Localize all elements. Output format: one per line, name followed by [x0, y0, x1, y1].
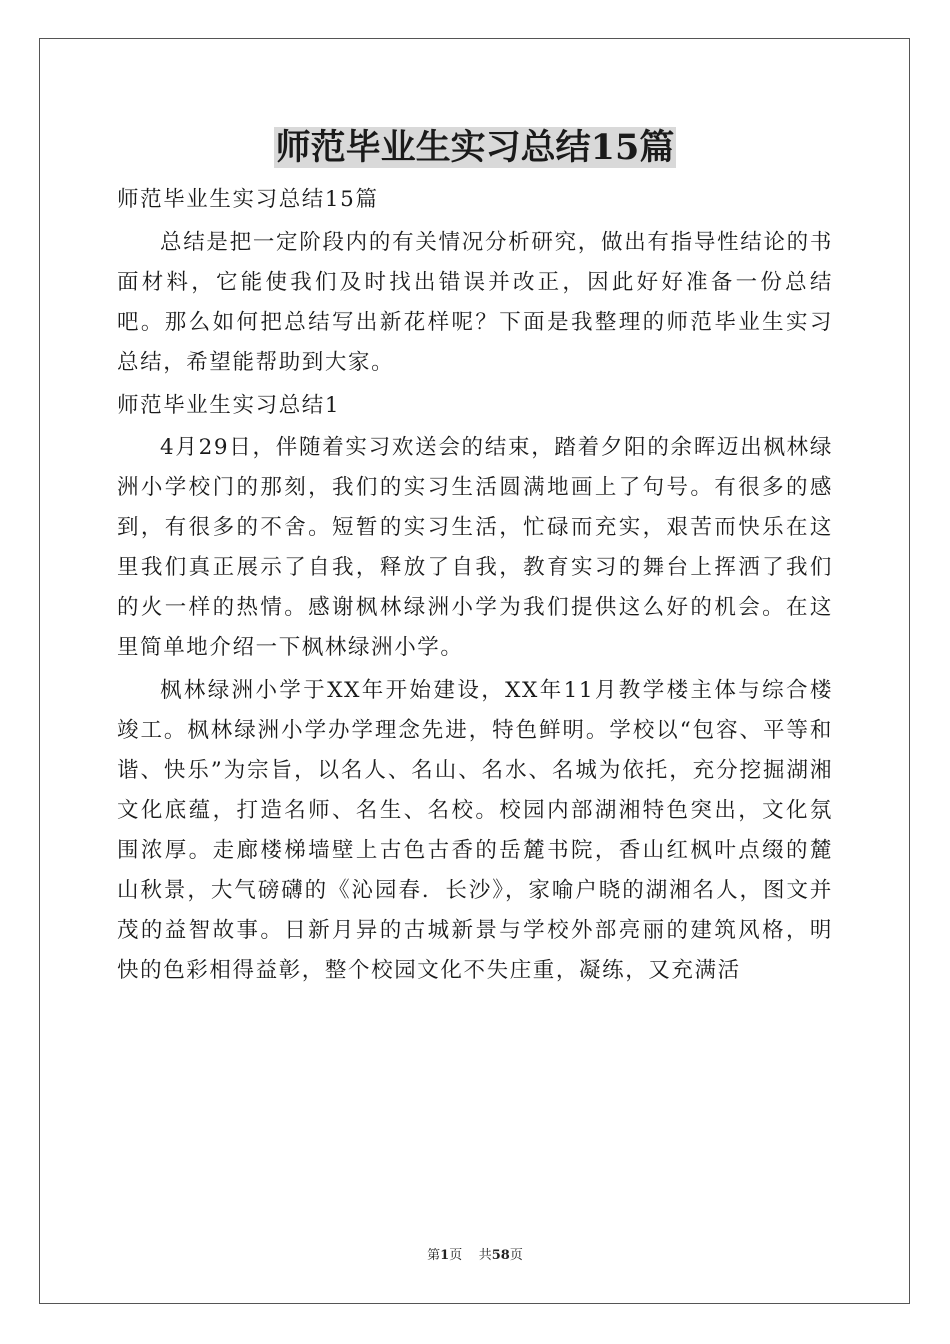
footer-page-prefix: 第	[427, 1248, 441, 1263]
document-subtitle: 师范毕业生实习总结15篇	[117, 187, 379, 212]
footer-total-unit: 页	[509, 1248, 523, 1263]
intro-paragraph: 总结是把一定阶段内的有关情况分析研究，做出有指导性结论的书面材料，它能使我们及时找出错误并改正，因此好好准备一份总结吧。那么如何把总结写出新花样呢？下面是我整理的师范毕业生实习总结，希望能帮助到大家。	[117, 230, 833, 375]
document-title-text: 师范毕业生实习总结15篇	[275, 127, 675, 168]
footer-total-prefix: 共	[478, 1248, 492, 1263]
document-body	[117, 180, 833, 994]
footer-page-current: 1	[440, 1248, 450, 1263]
document-title	[0, 124, 950, 172]
section-heading: 师范毕业生实习总结1	[117, 393, 341, 418]
footer-page-total: 58	[491, 1248, 510, 1263]
page-footer	[0, 1247, 950, 1265]
footer-page-unit: 页	[449, 1248, 463, 1263]
body-paragraph-1: 4月29日，伴随着实习欢送会的结束，踏着夕阳的余晖迈出枫林绿洲小学校门的那刻，我们的实习生活圆满地画上了句号。有很多的感到，有很多的不舍。短暂的实习生活，忙碌而充实，艰苦而快乐在这里我们真正展示了自我，释放了自我，教育实习的舞台上挥洒了我们的火一样的热情。感谢枫林绿洲小学为我们提供这么好的机会。在这里简单地介绍一下枫林绿洲小学。	[117, 435, 833, 660]
body-paragraph-2: 枫林绿洲小学于XX年开始建设，XX年11月教学楼主体与综合楼竣工。枫林绿洲小学办学理念先进，特色鲜明。学校以“包容、平等和谐、快乐”为宗旨，以名人、名山、名水、名城为依托，充分挖掘湖湘文化底蕴，打造名师、名生、名校。校园内部湖湘特色突出，文化氛围浓厚。走廊楼梯墙壁上古色古香的岳麓书院，香山红枫叶点缀的麓山秋景，大气磅礴的《沁园春．长沙》，家喻户晓的湖湘名人，图文并茂的益智故事。日新月异的古城新景与学校外部亮丽的建筑风格，明快的色彩相得益彰，整个校园文化不失庄重，凝练，又充满活	[117, 678, 833, 983]
